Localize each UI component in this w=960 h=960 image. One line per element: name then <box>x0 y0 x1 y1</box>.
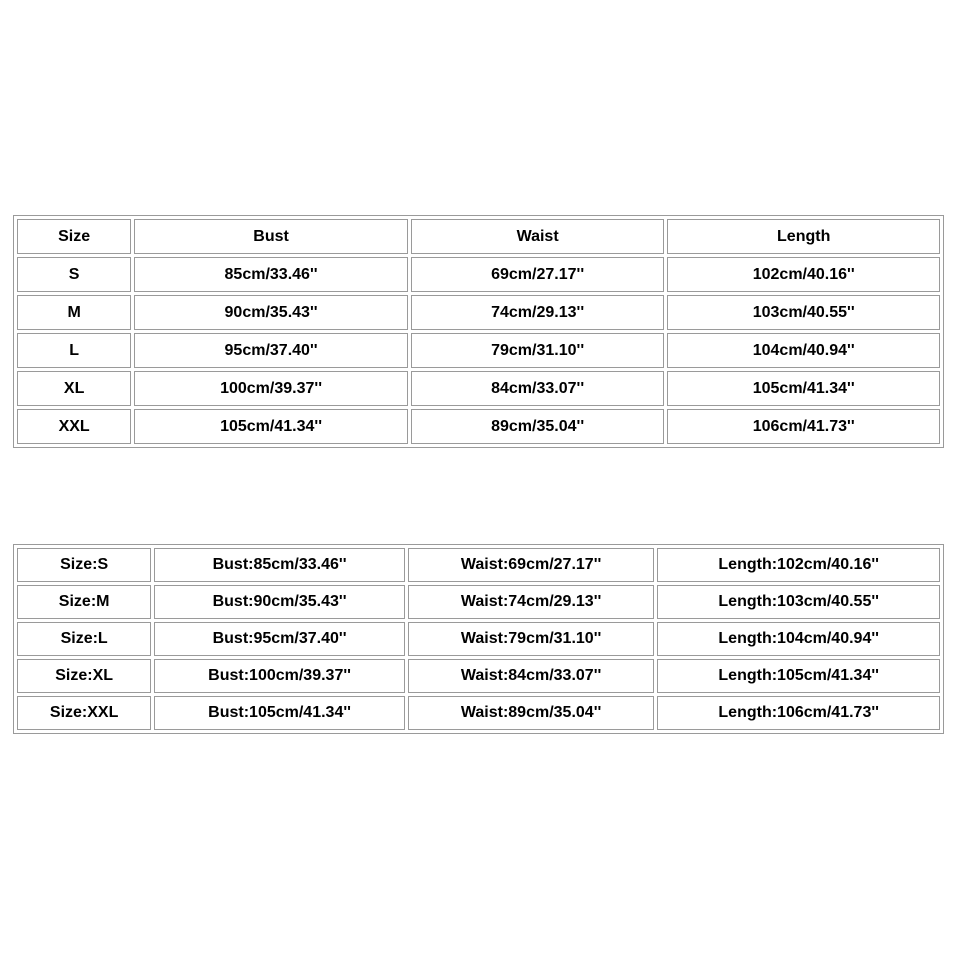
length-cell: 103cm/40.55'' <box>667 295 940 330</box>
size-cell: L <box>17 333 131 368</box>
waist-cell: Waist:89cm/35.04'' <box>408 696 655 730</box>
bust-cell: 100cm/39.37'' <box>134 371 408 406</box>
bust-cell: 85cm/33.46'' <box>134 257 408 292</box>
bust-cell: Bust:90cm/35.43'' <box>154 585 405 619</box>
size-cell: Size:S <box>17 548 151 582</box>
bust-cell: Bust:95cm/37.40'' <box>154 622 405 656</box>
table-row <box>17 333 940 368</box>
size-cell: Size:XXL <box>17 696 151 730</box>
size-list-table <box>13 544 944 734</box>
length-cell: Length:102cm/40.16'' <box>657 548 940 582</box>
table-header-row <box>17 219 940 254</box>
size-cell: M <box>17 295 131 330</box>
size-cell: Size:M <box>17 585 151 619</box>
length-cell: Length:104cm/40.94'' <box>657 622 940 656</box>
header-waist: Waist <box>411 219 665 254</box>
header-bust: Bust <box>134 219 408 254</box>
bust-cell: 95cm/37.40'' <box>134 333 408 368</box>
table-row <box>17 659 940 693</box>
waist-cell: 79cm/31.10'' <box>411 333 665 368</box>
bust-cell: Bust:100cm/39.37'' <box>154 659 405 693</box>
table-row <box>17 548 940 582</box>
length-cell: 104cm/40.94'' <box>667 333 940 368</box>
waist-cell: 74cm/29.13'' <box>411 295 665 330</box>
header-length: Length <box>667 219 940 254</box>
length-cell: 105cm/41.34'' <box>667 371 940 406</box>
length-cell: Length:105cm/41.34'' <box>657 659 940 693</box>
length-cell: Length:103cm/40.55'' <box>657 585 940 619</box>
waist-cell: 84cm/33.07'' <box>411 371 665 406</box>
header-size: Size <box>17 219 131 254</box>
waist-cell: Waist:69cm/27.17'' <box>408 548 655 582</box>
waist-cell: Waist:74cm/29.13'' <box>408 585 655 619</box>
table-row <box>17 371 940 406</box>
size-cell: XL <box>17 371 131 406</box>
table-row <box>17 622 940 656</box>
size-cell: XXL <box>17 409 131 444</box>
waist-cell: 69cm/27.17'' <box>411 257 665 292</box>
bust-cell: 90cm/35.43'' <box>134 295 408 330</box>
size-cell: Size:L <box>17 622 151 656</box>
length-cell: 106cm/41.73'' <box>667 409 940 444</box>
size-cell: Size:XL <box>17 659 151 693</box>
size-cell: S <box>17 257 131 292</box>
bust-cell: 105cm/41.34'' <box>134 409 408 444</box>
waist-cell: Waist:79cm/31.10'' <box>408 622 655 656</box>
length-cell: 102cm/40.16'' <box>667 257 940 292</box>
size-chart-table <box>13 215 944 448</box>
waist-cell: 89cm/35.04'' <box>411 409 665 444</box>
length-cell: Length:106cm/41.73'' <box>657 696 940 730</box>
table-row <box>17 409 940 444</box>
waist-cell: Waist:84cm/33.07'' <box>408 659 655 693</box>
table-row <box>17 696 940 730</box>
table-row <box>17 295 940 330</box>
table-row <box>17 585 940 619</box>
bust-cell: Bust:105cm/41.34'' <box>154 696 405 730</box>
table-row <box>17 257 940 292</box>
bust-cell: Bust:85cm/33.46'' <box>154 548 405 582</box>
